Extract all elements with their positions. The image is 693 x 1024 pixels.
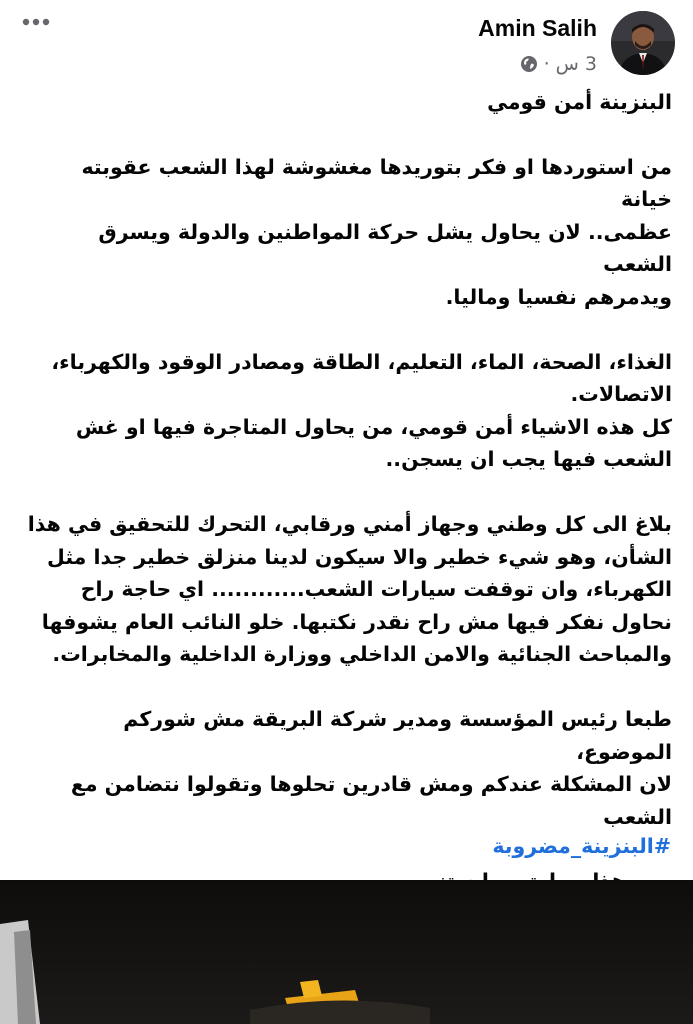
more-horizontal-icon bbox=[22, 18, 50, 26]
post-timestamp[interactable]: 3 س bbox=[555, 53, 597, 75]
author-avatar[interactable] bbox=[611, 11, 675, 75]
meta-separator: · bbox=[543, 53, 550, 75]
photo-content bbox=[0, 880, 693, 1024]
post-paragraph: من استوردها او فكر بتوريدها مغشوشة لهذا الشعب عقوبته خيانة عظمى.. لان يحاول يشل حركة المواطنين والدولة ويسرق الشعب ويدمرهم نفسيا وماليا. bbox=[81, 154, 672, 309]
post-body bbox=[24, 86, 672, 898]
post-header bbox=[0, 0, 693, 84]
post-photo[interactable] bbox=[0, 880, 693, 1024]
globe-icon bbox=[520, 55, 538, 73]
post-meta bbox=[520, 52, 597, 76]
post-paragraph: الغذاء، الصحة، الماء، التعليم، الطاقة ومصادر الوقود والكهرباء، الاتصالات. كل هذه الاشياء أمن قومي، من يحاول المتاجرة فيها او غش الشعب فيها يجب ان يسجن.. bbox=[51, 349, 672, 472]
post-paragraph: طبعا رئيس المؤسسة ومدير شركة البريقة مش شوركم الموضوع، لان المشكلة عندكم ومش قادرين تحلوها وتقولوا نتضامن مع الشعب bbox=[70, 706, 672, 829]
post-paragraph: البنزينة أمن قومي bbox=[487, 90, 672, 114]
more-options-button[interactable] bbox=[20, 10, 52, 34]
post-paragraph: بلاغ الى كل وطني وجهاز أمني ورقابي، التحرك للتحقيق في هذا الشأن، وهو شيء خطير والا سيكون لدينا منزلق خطير جدا مثل الكهرباء، وان توقفت سيارات الشعب............ اي حاجة راح نحاول نفكر فيها مش راح نقدر نكتبها. خلو النائب العام يشوفها والمباحث الجنائية والامن الداخلي ووزارة الداخلية والمخابرات. bbox=[27, 511, 672, 667]
author-name[interactable]: Amin Salih bbox=[478, 15, 597, 41]
hashtag-link[interactable]: #البنزينة_مضروبة bbox=[492, 834, 671, 858]
avatar-photo bbox=[611, 11, 675, 75]
